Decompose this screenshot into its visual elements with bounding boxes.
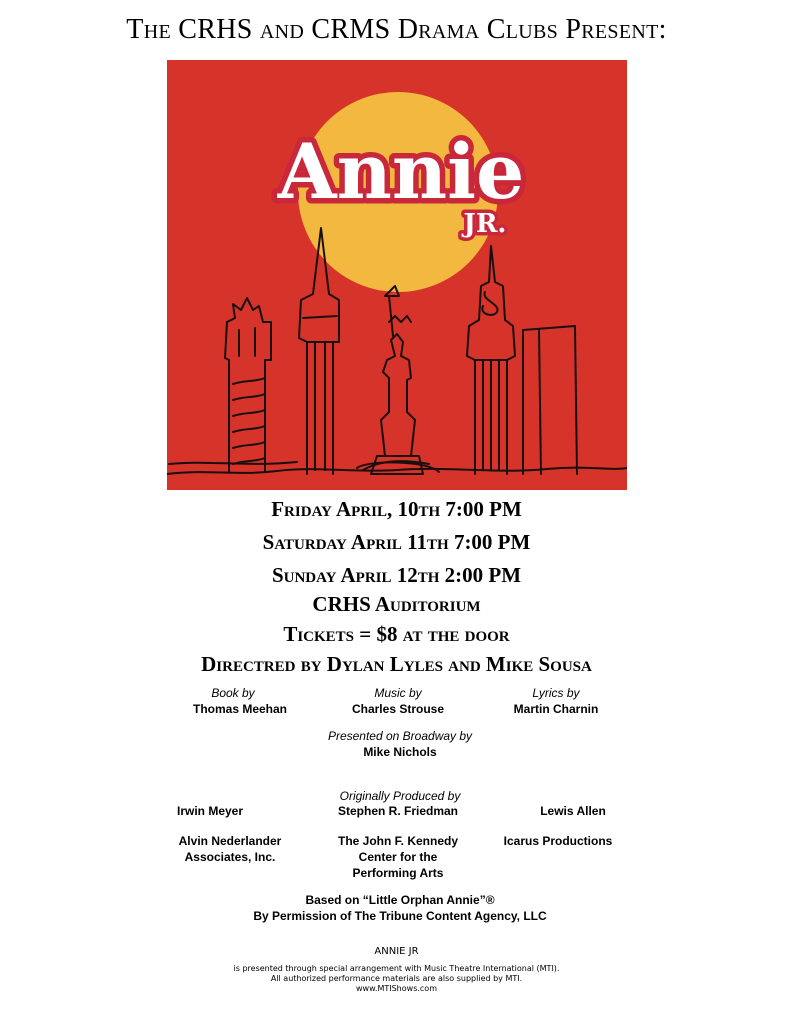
based-on [150,892,650,924]
credit-broadway [240,728,560,760]
credit-book [160,685,320,717]
credit-lyrics [476,685,636,717]
show-poster [167,60,627,490]
producer-alvin-nederlander [150,833,310,865]
logo-subtitle: JR. [463,209,507,239]
credit-book-name: Thomas Meehan [192,702,288,716]
footer-title: ANNIE JR [374,946,419,957]
footer-line-1: is presented through special arrangement with Music Theatre International (MTI). [233,964,560,973]
show-date-saturday: Saturday April 11th 7:00 PM [262,530,531,554]
footer-website-link[interactable]: www.MTIShows.com [356,984,437,993]
producer-kennedy-line-2: Center for the [358,850,438,864]
credit-broadway-name: Mike Nichols [363,745,437,759]
ticket-price: Tickets = $8 at the door [283,622,510,646]
credit-lyrics-name: Martin Charnin [513,702,599,716]
credit-lyrics-role: Lyrics by [532,686,580,700]
credit-produced-role: Originally Produced by [339,789,461,803]
show-date-friday: Friday April, 10th 7:00 PM [271,497,522,521]
credit-music-name: Charles Strouse [351,702,445,716]
producer-kennedy-center [318,833,478,881]
credit-music-role: Music by [374,686,422,700]
credit-book-role: Book by [211,686,255,700]
show-date-sunday: Sunday April 12th 2:00 PM [271,563,522,587]
venue: CRHS Auditorium [312,592,481,616]
header-title: The CRHS and CRMS Drama Clubs Present: [126,14,667,45]
poster-art [167,60,627,490]
credit-broadway-role: Presented on Broadway by [327,729,473,743]
credit-music [318,685,478,717]
footer-notice [0,964,793,994]
producer-lewis-allen: Lewis Allen [540,804,606,818]
based-on-line-2: By Permission of The Tribune Content Agency, LLC [253,909,547,923]
producer-kennedy-line-3: Performing Arts [352,866,444,880]
producer-icarus: Icarus Productions [503,834,613,848]
based-on-line-1: Based on “Little Orphan Annie”® [305,893,495,907]
producer-alvin-line-1: Alvin Nederlander [178,834,282,848]
producer-alvin-line-2: Associates, Inc. [184,850,276,864]
producer-kennedy-line-1: The John F. Kennedy [337,834,458,848]
producer-stephen-friedman: Stephen R. Friedman [337,804,459,818]
producer-irwin-meyer: Irwin Meyer [177,804,244,818]
footer-line-2: All authorized performance materials are also supplied by MTI. [270,974,523,983]
logo-title: Annie [277,127,525,216]
directors: Directred by Dylan Lyles and Mike Sousa [201,652,592,676]
